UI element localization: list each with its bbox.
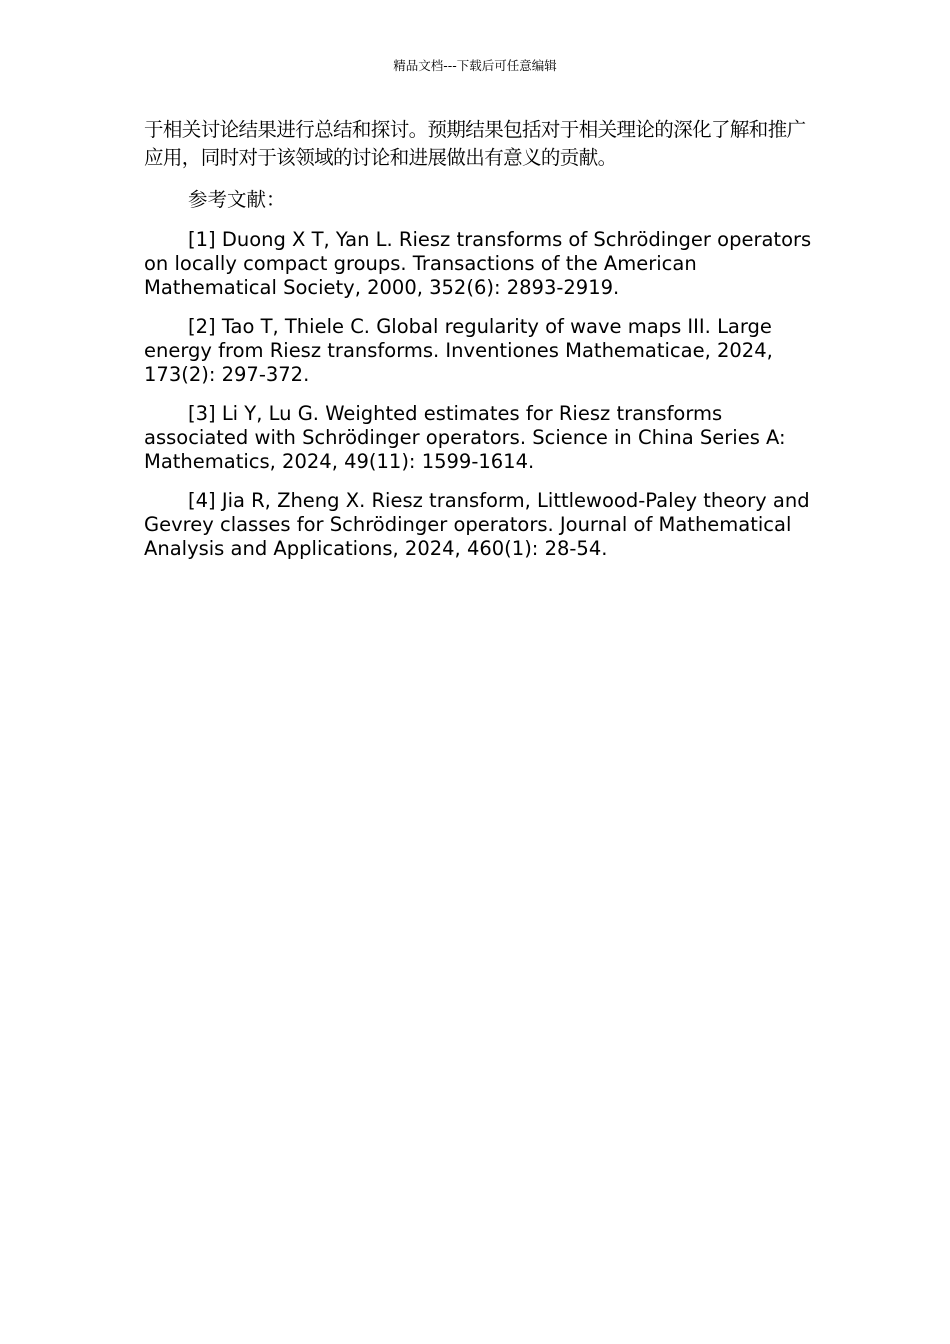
page-header: 精品文档---下载后可任意编辑	[393, 58, 557, 73]
reference-item: [3] Li Y, Lu G. Weighted estimates for Riesz transforms associated with Schrödinger operators. Science in China Series A: Mathematics, 2024, 49(11): 1599-1614.	[144, 402, 786, 473]
reference-item: [2] Tao T, Thiele C. Global regularity of wave maps III. Large energy from Riesz transforms. Inventiones Mathematicae, 2024, 173(2): 297-372.	[144, 315, 773, 386]
references-heading: 参考文献：	[188, 188, 286, 211]
reference-item: [4] Jia R, Zheng X. Riesz transform, Littlewood-Paley theory and Gevrey classes for Schrödinger operators. Journal of Mathematical Analysis and Applications, 2024, 460(1): 28-54.	[144, 489, 810, 560]
body-paragraph: 于相关讨论结果进行总结和探讨。预期结果包括对于相关理论的深化了解和推广应用，同时对于该领域的讨论和进展做出有意义的贡献。	[144, 118, 806, 169]
document-body	[144, 116, 812, 561]
reference-item: [1] Duong X T, Yan L. Riesz transforms of Schrödinger operators on locally compact groups. Transactions of the American Mathematical Society, 2000, 352(6): 2893-2919.	[144, 228, 812, 299]
